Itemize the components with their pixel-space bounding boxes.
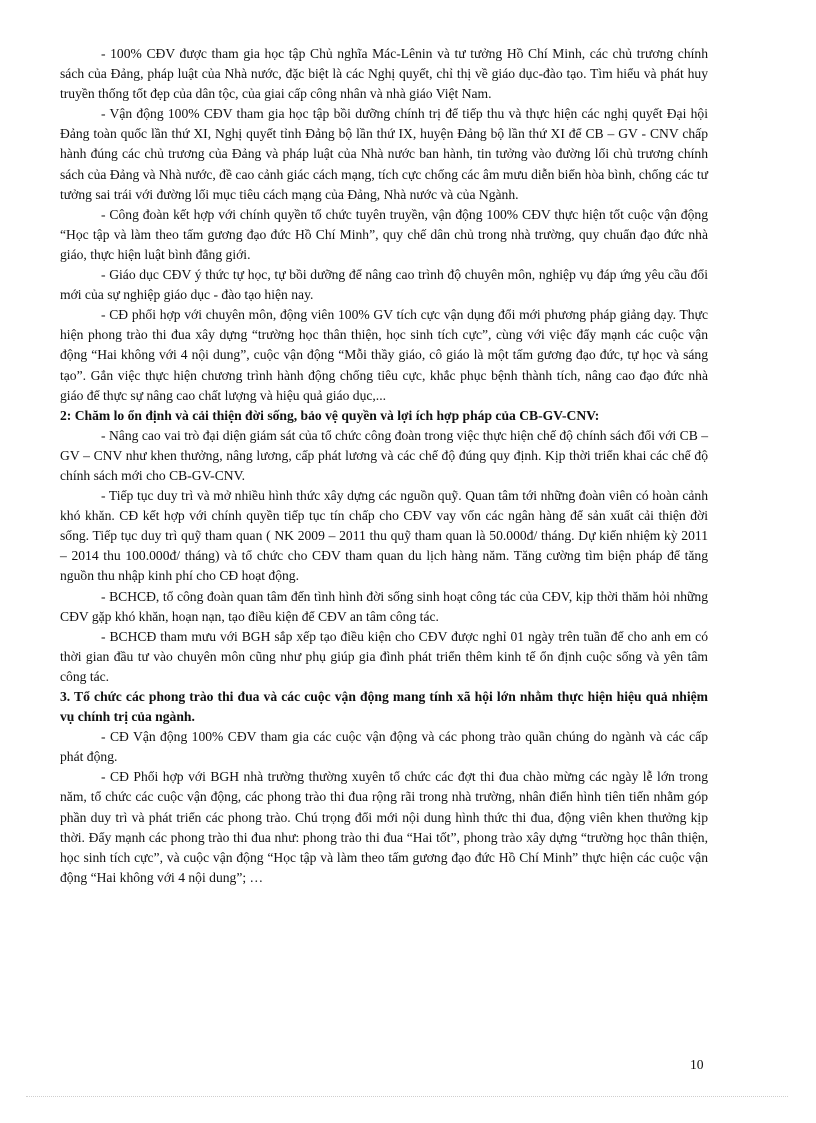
document-page bbox=[60, 44, 708, 888]
paragraph-1: - 100% CĐV được tham gia học tập Chủ nghĩa Mác-Lênin và tư tưởng Hồ Chí Minh, các chủ trương chính sách của Đảng, pháp luật của Nhà nước, đặc biệt là các Nghị quyết, chỉ thị về giáo dục-đào tạo. Tìm hiểu và phát huy truyền thống tốt đẹp của dân tộc, của giai cấp công nhân và nhà giáo Việt Nam. bbox=[60, 46, 708, 102]
paragraph-3: - Công đoàn kết hợp với chính quyền tổ chức tuyên truyền, vận động 100% CĐV thực hiện tốt cuộc vận động “Học tập và làm theo tấm gương đạo đức Hồ Chí Minh”, quy chế dân chủ trong nhà trường, quy chuẩn đạo đức nhà giáo, thực hiện luật bình đẳng giới. bbox=[60, 206, 708, 262]
section-2-heading: 2: Chăm lo ổn định và cải thiện đời sống, bảo vệ quyền và lợi ích hợp pháp của CB-GV-CNV: bbox=[60, 407, 600, 423]
section-2-paragraph-2: - Tiếp tục duy trì và mở nhiều hình thức xây dựng các nguồn quỹ. Quan tâm tới những đoàn viên có hoàn cảnh khó khăn. CĐ kết hợp với chính quyền tiếp tục tín chấp cho CĐV vay vốn các ngân hàng để sản xuất cải thiện đời sống. Tiếp tục duy trì quỹ tham quan ( NK 2009 – 2011 thu quỹ tham quan là 50.000đ/ tháng. Dự kiến nhiệm kỳ 2011 – 2014 thu 100.000đ/ tháng) và tổ chức cho CĐV tham quan du lịch hàng năm. Tăng cường tìm biện pháp để tăng nguồn thu nhập kinh phí cho CĐ hoạt động. bbox=[60, 488, 708, 584]
footer-divider bbox=[26, 1096, 788, 1097]
section-2-paragraph-3: - BCHCĐ, tổ công đoàn quan tâm đến tình hình đời sống sinh hoạt công tác của CĐV, kịp thời thăm hỏi những CĐV gặp khó khăn, hoạn nạn, tạo điều kiện để CĐV an tâm công tác. bbox=[60, 588, 708, 624]
paragraph-2: - Vận động 100% CĐV tham gia học tập bồi dưỡng chính trị để tiếp thu và thực hiện các nghị quyết Đại hội Đảng toàn quốc lần thứ XI, Nghị quyết tỉnh Đảng bộ lần thứ IX, huyện Đảng bộ lần thứ XI để CB – GV - CNV chấp hành đúng các chủ trương của Đảng và pháp luật của Nhà nước ban hành, tin tưởng vào đường lối chủ trương chính sách của Đảng và Nhà nước, đề cao cảnh giác cách mạng, tích cực chống các âm mưu diễn biến hòa bình, chống các tư tưởng sai trái với đường lối mục tiêu cách mạng của Đảng, Nhà nước và của Ngành. bbox=[60, 106, 708, 202]
section-3-paragraph-1: - CĐ Vận động 100% CĐV tham gia các cuộc vận động và các phong trào quần chúng do ngành và các cấp phát động. bbox=[60, 729, 708, 765]
paragraph-4: - Giáo dục CĐV ý thức tự học, tự bồi dưỡng để nâng cao trình độ chuyên môn, nghiệp vụ đáp ứng yêu cầu đổi mới của sự nghiệp giáo dục - đào tạo hiện nay. bbox=[60, 267, 708, 303]
paragraph-5: - CĐ phối hợp với chuyên môn, động viên 100% GV tích cực vận dụng đổi mới phương pháp giảng dạy. Thực hiện phong trào thi đua xây dựng “trường học thân thiện, học sinh tích cực”, cùng với việc đẩy mạnh các cuộc vận động “Hai không với 4 nội dung”, cuộc vận động “Mỗi thầy giáo, cô giáo là một tấm gương đạo đức, tự học và sáng tạo”. Gắn việc thực hiện chương trình hành động chống tiêu cực, khắc phục bệnh thành tích, nâng cao đạo đức nhà giáo để thực sự nâng cao chất lượng và hiệu quả giáo dục,... bbox=[60, 307, 708, 403]
section-3-paragraph-2: - CĐ Phối hợp với BGH nhà trường thường xuyên tổ chức các đợt thi đua chào mừng các ngày lễ lớn trong năm, tổ chức các cuộc vận động, các phong trào thi đua rộng rãi trong nhà trường, nhân điển hình tiên tiến nhằm góp phần duy trì và phát triển các phong trào. Chú trọng đổi mới nội dung hình thức thi đua, động viên khen thưởng kịp thời. Đẩy mạnh các phong trào thi đua như: phong trào thi đua “Hai tốt”, phong trào xây dựng “trường học thân thiện, học sinh tích cực”, và cuộc vận động “Học tập và làm theo tấm gương đạo đức Hồ Chí Minh” thực hiện các cuộc vận động “Hai không với 4 nội dung”; … bbox=[60, 769, 708, 885]
section-2-paragraph-1: - Nâng cao vai trò đại diện giám sát của tổ chức công đoàn trong việc thực hiện chế độ chính sách đối với CB – GV – CNV như khen thưởng, nâng lương, cấp phát lương và các chế độ đúng quy định. Kịp thời triển khai các chế độ chính sách mới cho CB-GV-CNV. bbox=[60, 427, 708, 483]
section-3-heading: 3. Tổ chức các phong trào thi đua và các cuộc vận động mang tính xã hội lớn nhằm thực hiện hiệu quả nhiệm vụ chính trị của ngành. bbox=[60, 689, 708, 725]
section-2-paragraph-4: - BCHCĐ tham mưu với BGH sắp xếp tạo điều kiện cho CĐV được nghỉ 01 ngày trên tuần để cho anh em có thời gian đầu tư vào chuyên môn cũng như phụ giúp gia đình phát triển thêm kinh tế ổn định cuộc sống và yên tâm công tác. bbox=[60, 628, 708, 684]
page-number: 10 bbox=[690, 1057, 704, 1072]
